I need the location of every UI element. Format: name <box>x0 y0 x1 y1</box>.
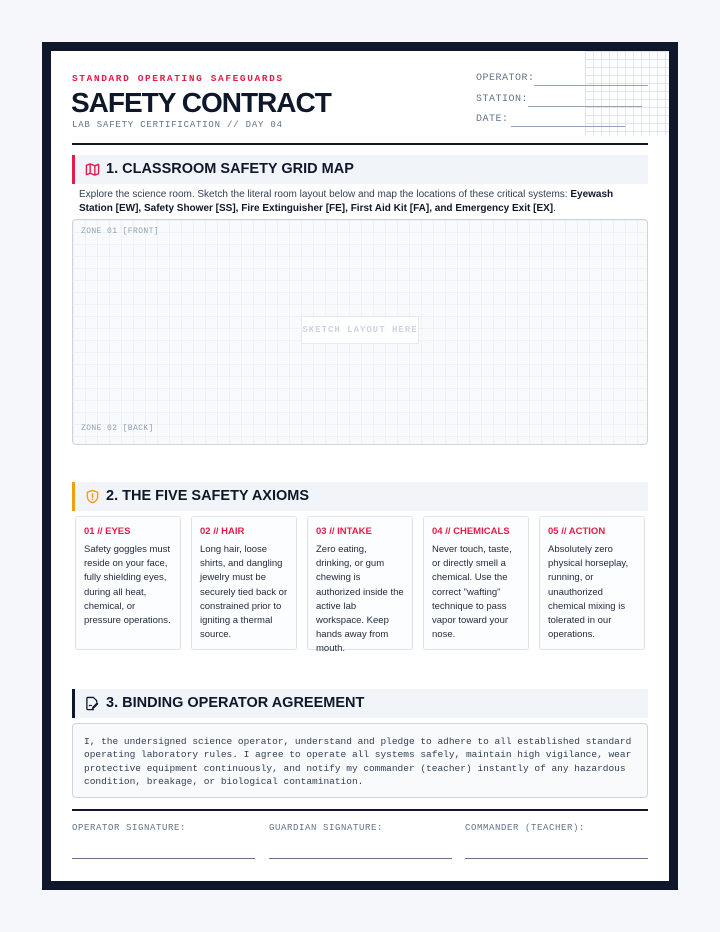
axiom-card-intake <box>307 516 413 655</box>
page-subtitle: LAB SAFETY CERTIFICATION // DAY 04 <box>72 120 283 130</box>
operator-field-line[interactable] <box>534 85 648 86</box>
operator-signature-line[interactable] <box>72 858 255 859</box>
axiom-text: Safety goggles must reside on your face, fully shielding eyes, during all heat, chemical, or pressure operations. <box>84 544 171 627</box>
signature-divider <box>72 809 648 811</box>
axiom-text: Zero eating, drinking, or gum chewing is authorized inside the active lab workspace. Keep hands away from mouth. <box>316 544 404 655</box>
map-icon <box>85 162 100 177</box>
axiom-heading: 05 // ACTION <box>548 526 606 537</box>
zone-front-label: ZONE 01 [FRONT] <box>81 227 160 236</box>
guardian-signature-label: GUARDIAN SIGNATURE: <box>269 823 384 833</box>
sketch-grid-area[interactable] <box>72 219 648 445</box>
operator-field-label: OPERATOR: <box>476 73 535 84</box>
operator-field[interactable] <box>476 73 535 84</box>
axiom-card-chemicals <box>423 516 529 650</box>
axiom-text: Absolutely zero physical horseplay, running, or unauthorized chemical mixing is tolerated in our operations. <box>548 544 629 641</box>
commander-signature-field[interactable] <box>465 823 648 833</box>
station-field-label: STATION: <box>476 94 529 105</box>
commander-signature-label: COMMANDER (TEACHER): <box>465 823 586 833</box>
section-2-header <box>72 482 648 511</box>
axioms-grid <box>75 516 645 655</box>
commander-signature-line[interactable] <box>465 858 648 859</box>
page-frame <box>42 42 678 890</box>
section-1-header <box>72 155 648 184</box>
operator-agreement-text: I, the undersigned science operator, understand and pledge to adhere to all established standard operating laboratory rules. I agree to operate all systems safely, maintain high vigilance, wear protective equipment continuously, and notify my commander (teacher) instantly of any hazardous condition, breakage, or biological contamination. <box>72 723 648 798</box>
section-2-title: 2. THE FIVE SAFETY AXIOMS <box>106 488 310 504</box>
map-instructions-text: Explore the science room. Sketch the literal room layout below and map the locations of these critical systems: <box>79 189 571 200</box>
sketch-layout-label: SKETCH LAYOUT HERE <box>301 316 419 344</box>
axiom-card-action <box>539 516 645 650</box>
section-3-title: 3. BINDING OPERATOR AGREEMENT <box>106 695 365 711</box>
date-field-line[interactable] <box>511 126 625 127</box>
axiom-heading: 03 // INTAKE <box>316 526 372 537</box>
axiom-text: Never touch, taste, or directly smell a chemical. Use the correct "wafting" technique to pass vapor toward your nose. <box>432 544 512 641</box>
operator-signature-label: OPERATOR SIGNATURE: <box>72 823 187 833</box>
axiom-text: Long hair, loose shirts, and dangling jewelry must be securely tied back or constrained prior to igniting a thermal source. <box>200 544 288 641</box>
axiom-heading: 02 // HAIR <box>200 526 245 537</box>
station-field-line[interactable] <box>528 106 642 107</box>
date-field[interactable] <box>476 114 509 125</box>
axiom-heading: 01 // EYES <box>84 526 131 537</box>
section-3-header <box>72 689 648 718</box>
eyebrow-label: STANDARD OPERATING SAFEGUARDS <box>72 73 284 84</box>
contract-sheet <box>51 51 669 881</box>
signature-icon <box>85 696 100 711</box>
axiom-card-eyes <box>75 516 181 650</box>
map-instructions <box>79 188 639 216</box>
axiom-card-hair <box>191 516 297 650</box>
corner-grid-decoration <box>585 51 669 135</box>
section-1-title: 1. CLASSROOM SAFETY GRID MAP <box>106 161 354 177</box>
header-divider <box>72 143 648 145</box>
guardian-signature-field[interactable] <box>269 823 452 833</box>
zone-back-label: ZONE 02 [BACK] <box>81 424 154 433</box>
map-instructions-end: . <box>553 203 556 214</box>
guardian-signature-line[interactable] <box>269 858 452 859</box>
station-field[interactable] <box>476 94 528 105</box>
page-title: SAFETY CONTRACT <box>71 87 331 118</box>
map-instructions-systems: Eyewash Station [EW], Safety Shower [SS], Fire Extinguisher [FE], First Aid Kit [FA], and Emergency Exit [EX] <box>79 189 614 214</box>
date-field-label: DATE: <box>476 114 509 125</box>
axiom-heading: 04 // CHEMICALS <box>432 526 510 537</box>
operator-signature-field[interactable] <box>72 823 255 833</box>
shield-alert-icon <box>85 489 100 504</box>
